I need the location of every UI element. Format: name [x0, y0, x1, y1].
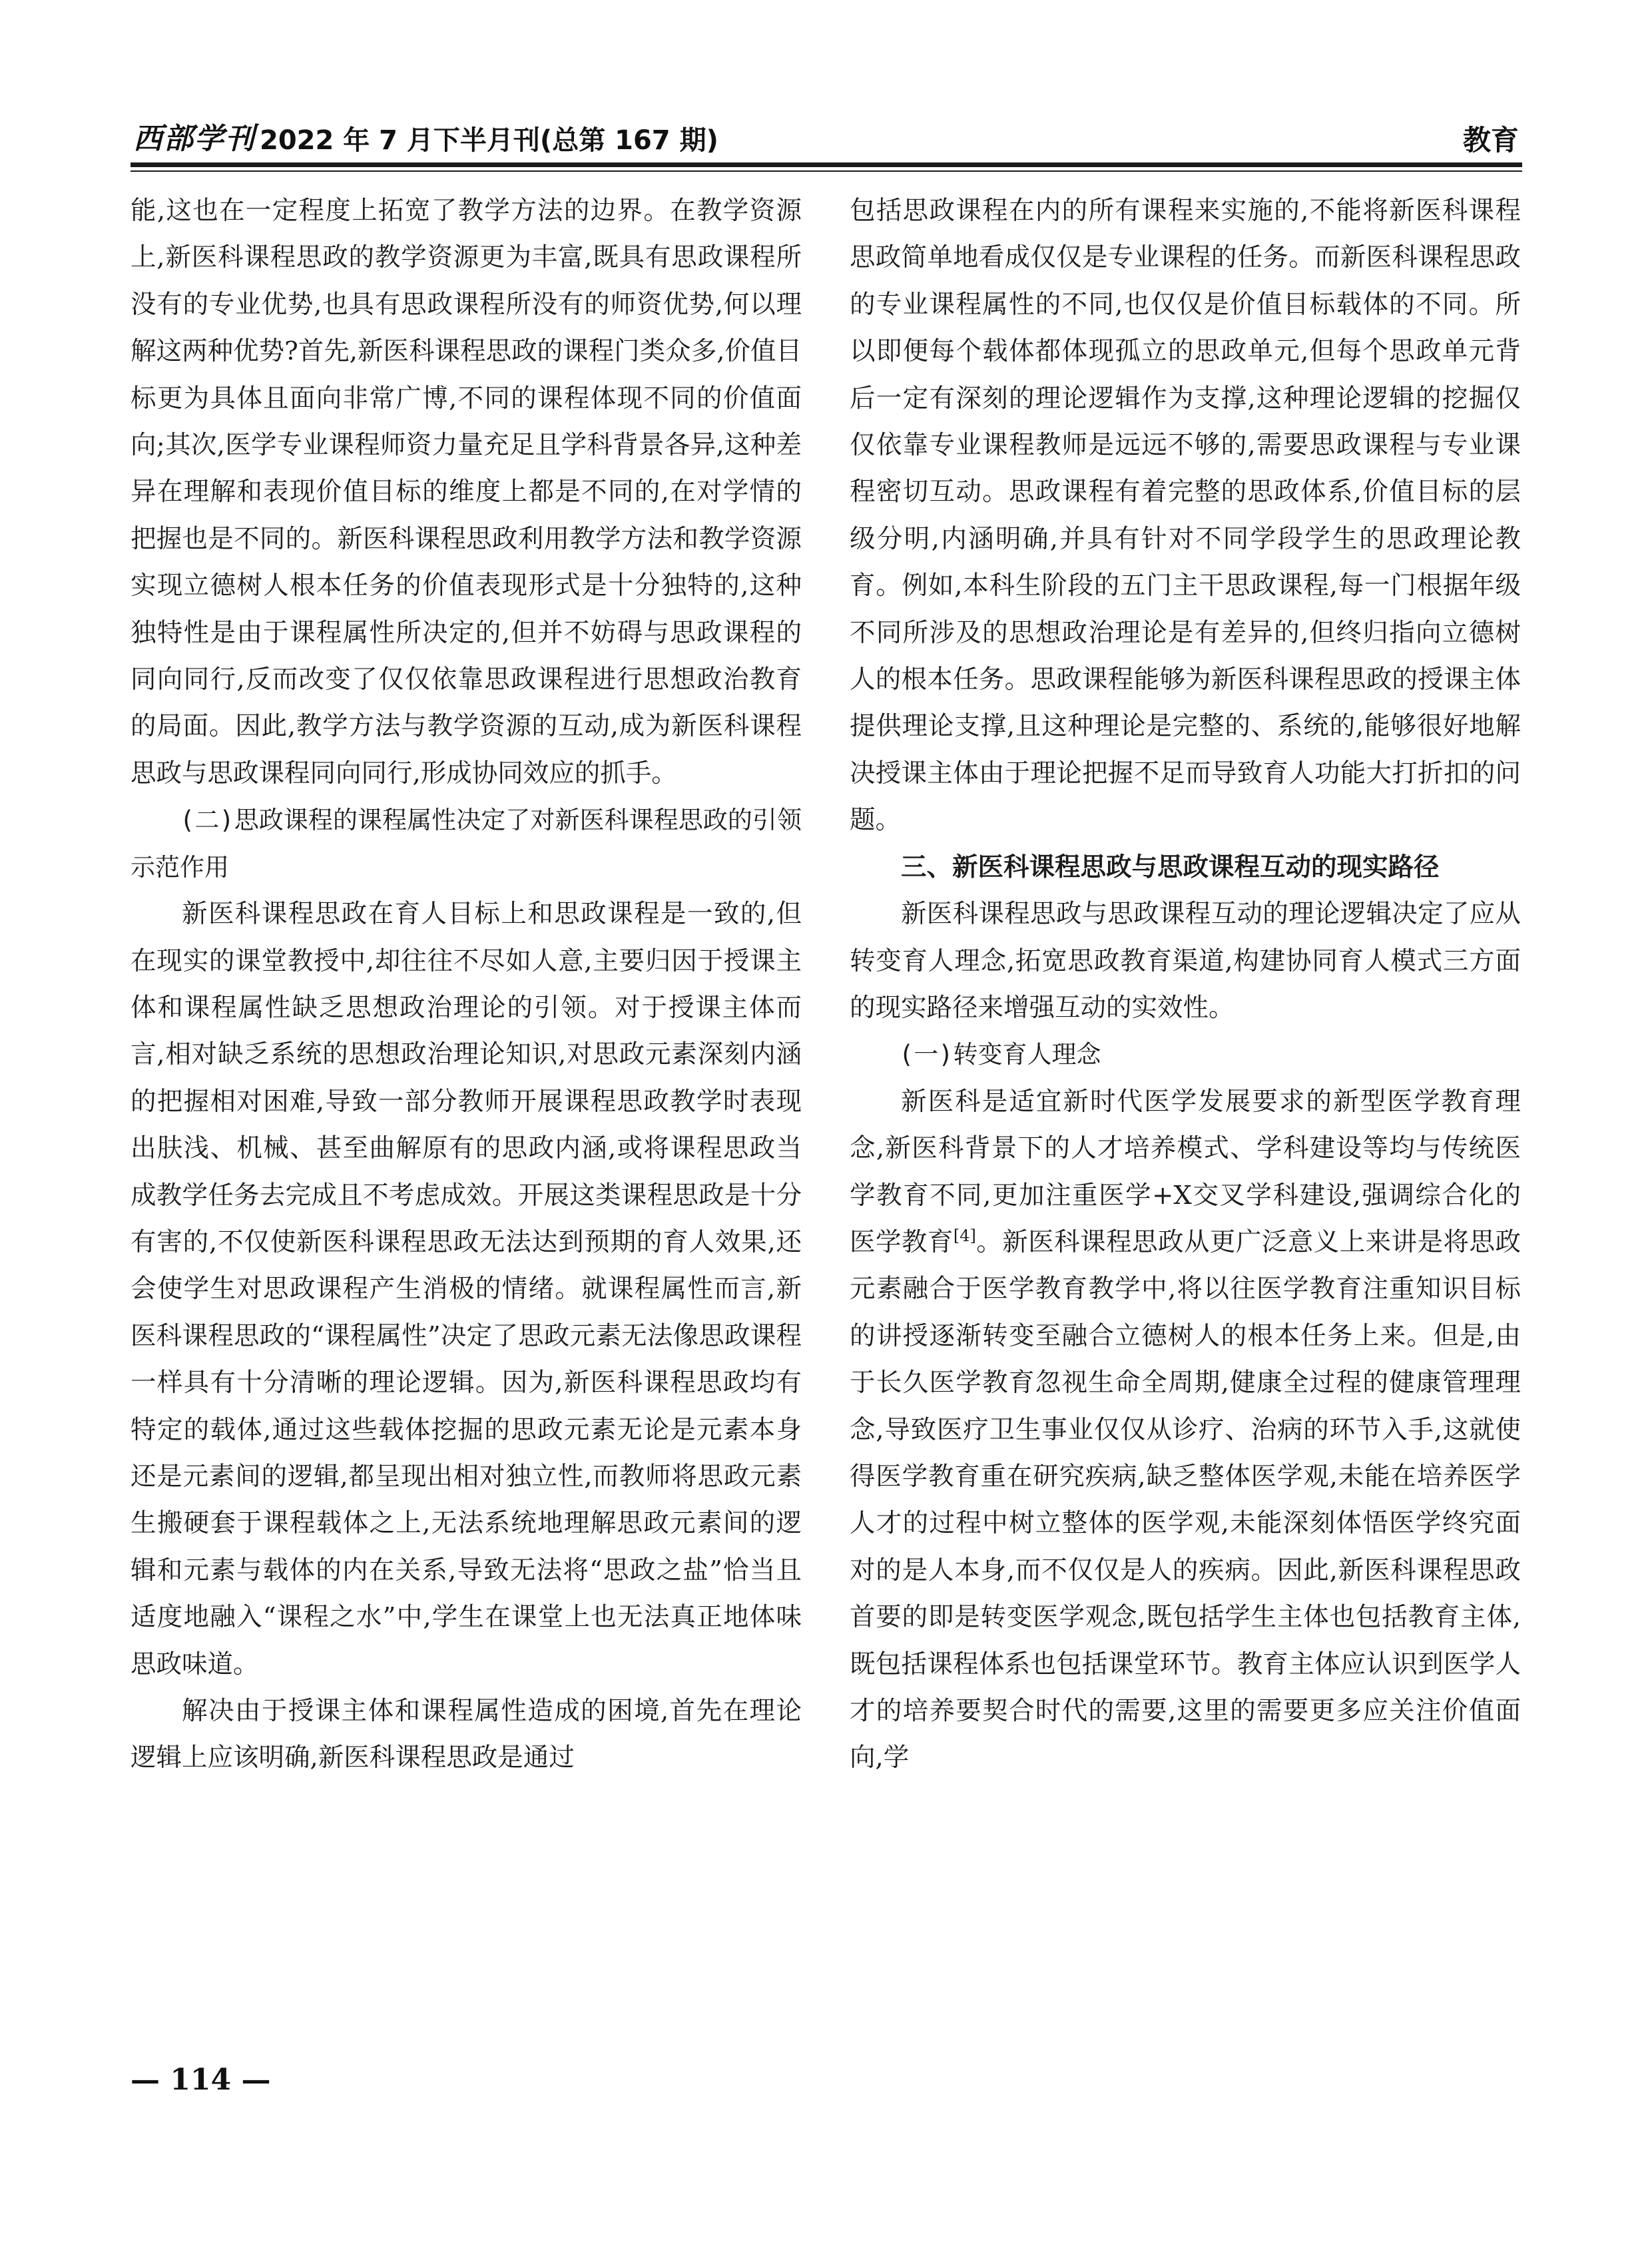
running-header — [133, 117, 718, 157]
page-number: — 114 — — [131, 2063, 271, 2097]
paragraph: 新医科课程思政与思政课程互动的理论逻辑决定了应从转变育人理念,拓宽思政教育渠道,构建协同育人模式三方面的现实路径来增强互动的实效性。 — [850, 899, 1521, 1023]
subheading: (一)转变育人理念 — [899, 1040, 1101, 1069]
citation-ref: [4] — [953, 1227, 976, 1246]
subheading: (二)思政课程的课程属性决定了对新医科课程思政的引领示范作用 — [131, 806, 802, 882]
section-label: 教育 — [1462, 124, 1519, 156]
paragraph: 包括思政课程在内的所有课程来实施的,不能将新医科课程思政简单地看成仅仅是专业课程的任务。而新医科课程思政的专业课程属性的不同,也仅仅是价值目标载体的不同。所以即便每个载体都体现孤立的思政单元,但每个思政单元背后一定有深刻的理论逻辑作为支撑,这种理论逻辑的挖掘仅仅依靠专业课程教师是远远不够的,需要思政课程与专业课程密切互动。思政课程有着完整的思政体系,价值目标的层级分明,内涵明确,并具有针对不同学段学生的思政理论教育。例如,本科生阶段的五门主干思政课程,每一门根据年级不同所涉及的思想政治理论是有差异的,但终归指向立德树人的根本任务。思政课程能够为新医科课程思政的授课主体提供理论支撑,且这种理论是完整的、系统的,能够很好地解决授课主体由于理论把握不足而导致育人功能大打折扣的问题。 — [850, 196, 1521, 836]
issue-info: 2022 年 7 月下半月刊(总第 167 期) — [260, 125, 718, 156]
section-heading: 三、新医科课程思政与思政课程互动的现实路径 — [901, 852, 1440, 882]
right-column — [850, 188, 1521, 1782]
paragraph — [850, 1079, 1521, 1782]
left-column — [131, 188, 802, 1782]
paragraph-text: 新医科是适宜新时代医学发展要求的新型医学教育理念,新医科背景下的人才培养模式、学科建设等均与传统医学教育不同,更加注重医学+X交叉学科建设,强调综合化的医学教育 — [850, 1086, 1521, 1257]
paragraph-text: 。新医科课程思政从更广泛意义上来讲是将思政元素融合于医学教育教学中,将以往医学教育注重知识目标的讲授逐渐转变至融合立德树人的根本任务上来。但是,由于长久医学教育忽视生命全周期,健康全过程的健康管理理念,导致医疗卫生事业仅仅从诊疗、治病的环节入手,这就使得医学教育重在研究疾病,缺乏整体医学观,未能在培养医学人才的过程中树立整体的医学观,未能深刻体悟医学终究面对的是人本身,而不仅仅是人的疾病。因此,新医科课程思政首要的即是转变医学观念,既包括学生主体也包括教育主体,既包括课程体系也包括课堂环节。教育主体应认识到医学人才的培养要契合时代的需要,这里的需要更多应关注价值面向,学 — [850, 1227, 1521, 1773]
paragraph: 能,这也在一定程度上拓宽了教学方法的边界。在教学资源上,新医科课程思政的教学资源更为丰富,既具有思政课程所没有的专业优势,也具有思政课程所没有的师资优势,何以理解这两种优势?首先,新医科课程思政的课程门类众多,价值目标更为具体且面向非常广博,不同的课程体现不同的价值面向;其次,医学专业课程师资力量充足且学科背景各异,这种差异在理解和表现价值目标的维度上都是不同的,在对学情的把握也是不同的。新医科课程思政利用教学方法和教学资源实现立德树人根本任务的价值表现形式是十分独特的,这种独特性是由于课程属性所决定的,但并不妨碍与思政课程的同向同行,反而改变了仅仅依靠思政课程进行思想政治教育的局面。因此,教学方法与教学资源的互动,成为新医科课程思政与思政课程同向同行,形成协同效应的抓手。 — [131, 196, 802, 788]
header-rule-thin — [131, 170, 1522, 172]
paragraph: 解决由于授课主体和课程属性造成的困境,首先在理论逻辑上应该明确,新医科课程思政是通过 — [131, 1696, 802, 1773]
paragraph: 新医科课程思政在育人目标上和思政课程是一致的,但在现实的课堂教授中,却往往不尽如人意,主要归因于授课主体和课程属性缺乏思想政治理论的引领。对于授课主体而言,相对缺乏系统的思想政治理论知识,对思政元素深刻内涵的把握相对困难,导致一部分教师开展课程思政教学时表现出肤浅、机械、甚至曲解原有的思政内涵,或将课程思政当成教学任务去完成且不考虑成效。开展这类课程思政是十分有害的,不仅使新医科课程思政无法达到预期的育人效果,还会使学生对思政课程产生消极的情绪。就课程属性而言,新医科课程思政的“课程属性”决定了思政元素无法像思政课程一样具有十分清晰的理论逻辑。因为,新医科课程思政均有特定的载体,通过这些载体挖掘的思政元素无论是元素本身还是元素间的逻辑,都呈现出相对独立性,而教师将思政元素生搬硬套于课程载体之上,无法系统地理解思政元素间的逻辑和元素与载体的内在关系,导致无法将“思政之盐”恰当且适度地融入“课程之水”中,学生在课堂上也无法真正地体味思政味道。 — [131, 899, 802, 1679]
journal-logo: 西部学刊 — [133, 122, 256, 156]
header-rule-thick — [131, 162, 1522, 167]
